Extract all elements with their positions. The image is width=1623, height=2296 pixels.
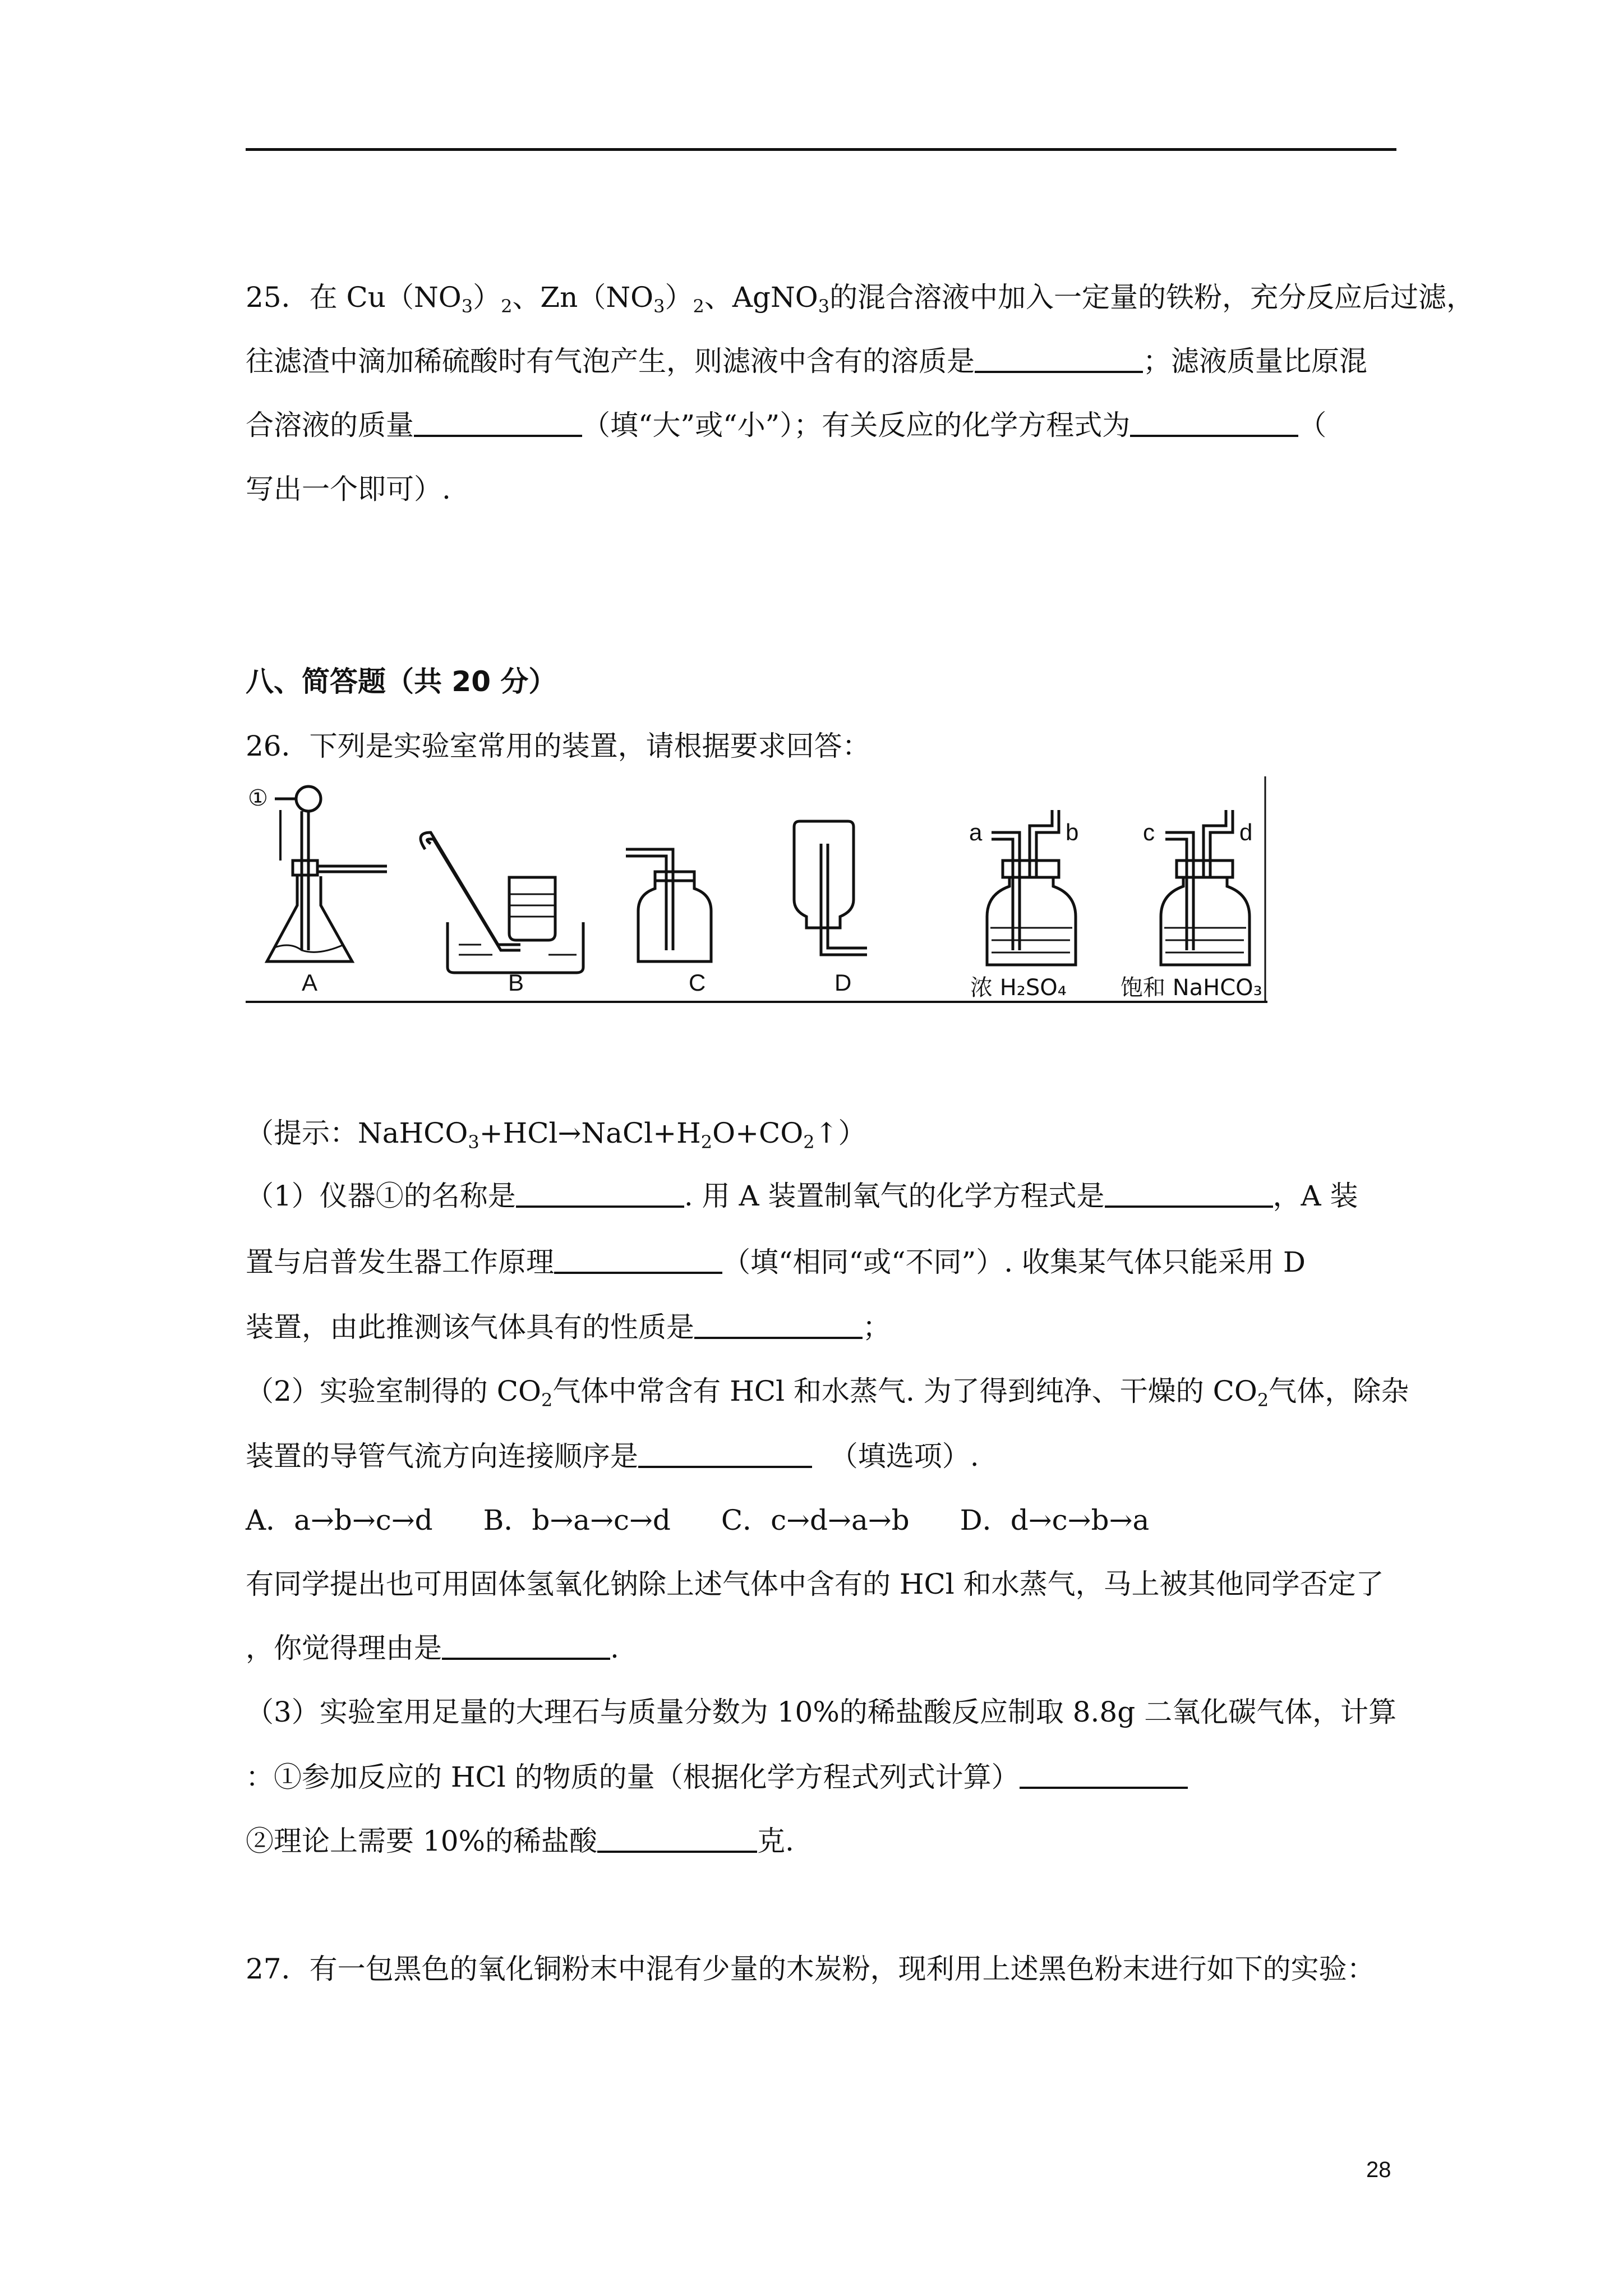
port-b-label: b [1066,819,1079,845]
wash-bottle-h2so4 [969,810,1078,1001]
q26-part3-line3: ②理论上需要 10%的稀盐酸 克. [246,1825,794,1857]
answer-blank[interactable] [597,1825,757,1853]
q26-part3-line2: ：①参加反应的 HCl 的物质的量（根据化学方程式列式计算） [246,1760,1401,1794]
answer-blank[interactable] [554,1246,722,1274]
answer-blank[interactable] [1130,409,1298,437]
label-b: B [508,969,524,996]
label-c: C [689,969,706,996]
label-d: D [834,969,852,996]
answer-blank[interactable] [516,1180,684,1208]
q25-line-1: 25．在 $Cu(NO_3)_2$、$Zn(NO_3)_2$、AgNO$_3$的混合溶液中加入一定量的铁粉，充分反应后过滤， [246,281,1475,317]
port-c-label: c [1143,819,1155,845]
option-a[interactable]: A．a→b→c→d [246,1504,433,1536]
section-title: 八、简答题（共 20 分） [246,665,557,698]
apparatus-c [626,849,711,996]
option-c[interactable]: C．c→d→a→b [721,1504,910,1536]
apparatus-figure [246,776,1272,1004]
q26-hint: （提示：$NaHCO_3+HCl\to NaCl+H_2O+CO_2↑$） [246,1117,866,1153]
q26-part2-line3: 有同学提出也可用固体氢氧化钠除上述气体中含有的 HCl 和水蒸气，马上被其他同学否定了 [246,1568,1384,1600]
option-b[interactable]: B．b→a→c→d [483,1504,671,1536]
header-rule [246,148,1396,151]
q26-part1-line3: 装置，由此推测该气体具有的性质是 ； [246,1311,891,1343]
q26-part2-line4: ，你觉得理由是 . [246,1632,619,1664]
page-number: 28 [1366,2157,1391,2182]
q25-line-2: 往滤渣中滴加稀硫酸时有气泡产生，则滤液中含有的溶质是 ；滤液质量比原混 [246,345,1367,378]
answer-blank[interactable] [414,409,582,437]
q25-line-4: 写出一个即可）. [246,473,451,505]
q25-line-3: 合溶液的质量 （填“大”或“小”）；有关反应的化学方程式为 （ [246,409,1327,441]
q27-line-1: 27．有一包黑色的氧化铜粉末中混有少量的木炭粉，现利用上述黑色粉末进行如下的实验： [246,1953,1375,1985]
q26-intro: 26．下列是实验室常用的装置，请根据要求回答： [246,730,870,762]
q26-part2-line2: 装置的导管气流方向连接顺序是 （填选项）. [246,1440,979,1473]
answer-blank[interactable] [442,1632,610,1660]
apparatus-d [794,821,867,996]
port-d-label: d [1239,819,1253,845]
bottle-label-h2so4: 浓 H₂SO₄ [970,975,1067,1001]
answer-blank[interactable] [694,1311,863,1339]
wash-bottle-nahco3 [1121,810,1262,1001]
q26-part1-line2: 置与启普发生器工作原理 （填“相同“或“不同”）. 收集某气体只能采用 D [246,1246,1306,1278]
q26-part3-line1: （3）实验室用足量的大理石与质量分数为 10%的稀盐酸反应制取 8.8g 二氧化碳气体，计算 [246,1696,1397,1728]
q26-options [246,1503,1401,1537]
q26-part2-line1: （2）实验室制得的 $CO_2$气体中常含有 HCl 和水蒸气. 为了得到纯净、干燥的 $CO_2$气体，除杂 [246,1375,1409,1411]
label-a: A [302,969,318,996]
port-a-label: a [969,819,983,845]
apparatus-a [248,785,387,996]
answer-blank[interactable] [1020,1761,1188,1789]
apparatus-b [421,832,583,996]
option-d[interactable]: D．d→c→b→a [960,1504,1150,1536]
q26-part1-line1: （1）仪器①的名称是 . 用 A 装置制氧气的化学方程式是 ，A 装 [246,1180,1358,1212]
bottle-label-nahco3: 饱和 NaHCO₃ [1121,975,1262,1001]
answer-blank[interactable] [638,1440,812,1468]
answer-blank[interactable] [975,345,1143,373]
instrument-label: ① [248,785,268,811]
answer-blank[interactable] [1105,1180,1273,1208]
